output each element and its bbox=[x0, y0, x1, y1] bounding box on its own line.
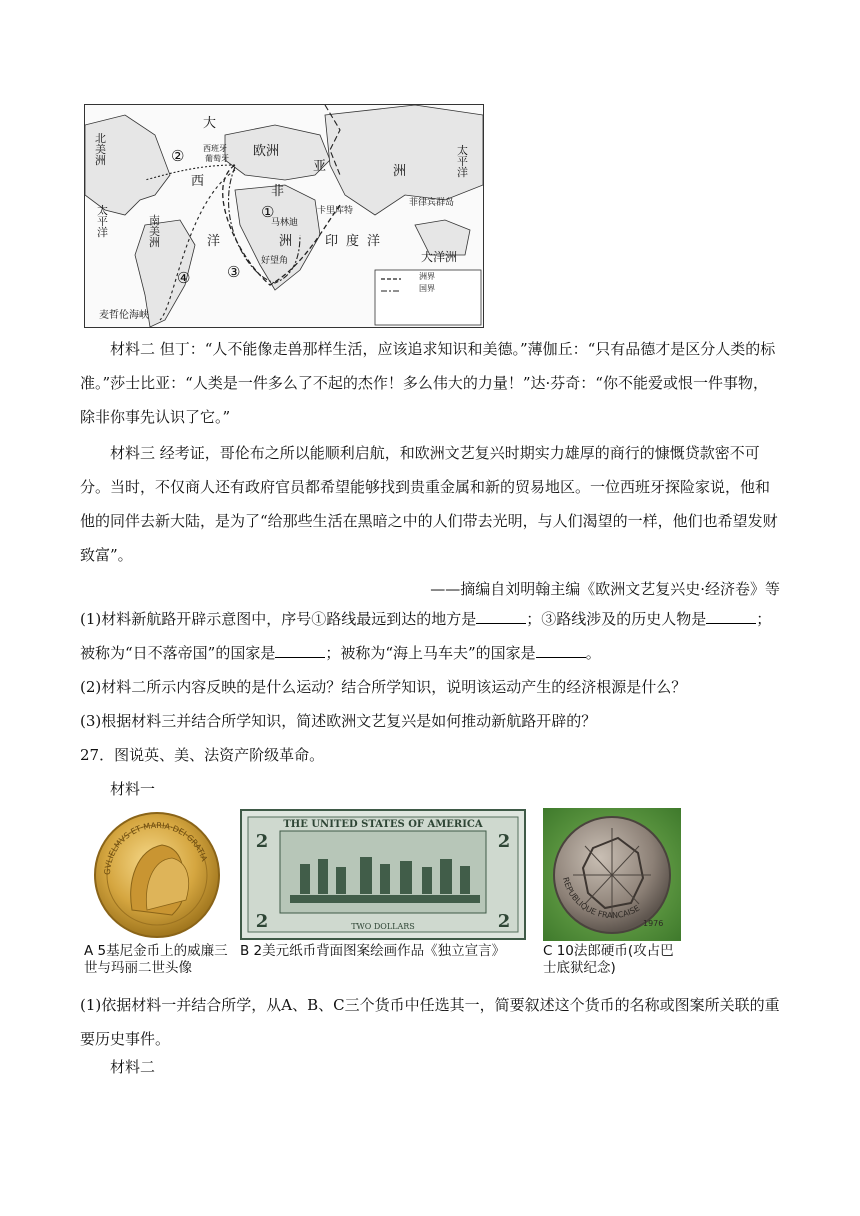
route-1-marker: ① bbox=[261, 203, 275, 221]
label-malindi: 马林迪 bbox=[271, 218, 299, 228]
answer-blank-2[interactable] bbox=[706, 609, 756, 624]
bill-denom-bl: 2 bbox=[255, 911, 269, 932]
franc-coin-image bbox=[543, 808, 681, 941]
two-dollar-bill-image bbox=[240, 809, 526, 940]
bill-denom-tr: 2 bbox=[497, 831, 511, 852]
question-27-title: 27．图说英、美、法资产阶级革命。 bbox=[80, 746, 325, 764]
label-europe: 欧洲 bbox=[253, 144, 280, 159]
q1-text-e: 。 bbox=[585, 644, 601, 662]
bill-footer-text: TWO DOLLARS bbox=[351, 922, 415, 931]
label-pacific-left: 太平洋 bbox=[97, 204, 108, 239]
label-africa-zhou: 洲 bbox=[279, 234, 293, 249]
new-route-map bbox=[84, 104, 484, 328]
q1-text-d: ；被称为“海上马车夫”的国家是 bbox=[325, 644, 536, 662]
label-magellan-strait: 麦哲伦海峡 bbox=[99, 310, 149, 321]
route-3-marker: ③ bbox=[227, 263, 241, 281]
label-asia-ya: 亚 bbox=[313, 159, 327, 174]
q1-text-a: (1)材料新航路开辟示意图中，序号①路线最远到达的地方是 bbox=[80, 610, 477, 628]
route-4-marker: ④ bbox=[177, 269, 191, 287]
label-calicut: 卡里库特 bbox=[317, 206, 354, 216]
label-portugal: 葡萄牙 bbox=[205, 154, 229, 163]
question-2: (2)材料二所示内容反映的是什么运动？结合所学知识，说明该运动产生的经济根源是什么？ bbox=[80, 678, 687, 696]
route-2-marker: ② bbox=[171, 147, 185, 165]
label-oceania: 大洋洲 bbox=[421, 250, 458, 264]
label-spain: 西班牙 bbox=[203, 144, 227, 153]
question-27-1: (1)依据材料一并结合所学，从A、B、C三个货币中任选其一，简要叙述这个货币的名称或图案所关联的重要历史事件。 bbox=[80, 996, 780, 1048]
caption-c: C 10法郎硬币(攻占巴士底狱纪念) bbox=[543, 943, 674, 976]
q1-text-c: ；被称为“日不落帝国”的国家是 bbox=[80, 610, 772, 662]
question-3: (3)根据材料三并结合所学知识，简述欧洲文艺复兴是如何推动新航路开辟的？ bbox=[80, 712, 597, 730]
label-pacific-right: 太平洋 bbox=[457, 144, 468, 179]
label-xi: 西 bbox=[191, 174, 205, 189]
label-da: 大 bbox=[203, 116, 217, 131]
label-africa-fei: 非 bbox=[271, 184, 285, 199]
answer-blank-4[interactable] bbox=[536, 643, 586, 658]
legend-country: 国界 bbox=[419, 284, 435, 293]
material-two-paragraph: 材料二 但丁：“人不能像走兽那样生活，应该追求知识和美德。”薄伽丘：“只有品德才是区分人类的标准。”莎士比亚：“人类是一件多么了不起的杰作！多么伟大的力量！”达·芬奇：“你不能爱或恨一件事物，除非你事先认识了它。” bbox=[80, 340, 776, 426]
material-two-label: 材料二 bbox=[110, 1058, 156, 1076]
label-philippines: 菲律宾群岛 bbox=[409, 198, 455, 208]
label-good-hope: 好望角 bbox=[261, 256, 289, 266]
map-drawing bbox=[85, 105, 483, 327]
label-yang: 洋 bbox=[207, 234, 221, 249]
bill-denom-tl: 2 bbox=[255, 831, 269, 852]
material-three-source: ——摘编自刘明翰主编《欧洲文艺复兴史·经济卷》等 bbox=[430, 580, 780, 598]
legend-continent: 洲界 bbox=[419, 272, 435, 281]
bill-header-text: THE UNITED STATES OF AMERICA bbox=[283, 819, 483, 830]
coin-c-year: 1976 bbox=[643, 919, 664, 928]
coin-c-inscription: REPUBLIQUE FRANCAISE bbox=[560, 876, 642, 921]
question-1 bbox=[80, 602, 780, 670]
label-indian-ocean: 印度洋 bbox=[325, 234, 389, 249]
bill-denom-br: 2 bbox=[497, 911, 511, 932]
label-south-america: 南美洲 bbox=[149, 214, 160, 249]
gold-coin-image bbox=[92, 810, 222, 940]
label-asia-zhou: 洲 bbox=[393, 164, 407, 179]
label-north-america: 北美洲 bbox=[95, 132, 106, 167]
material-one-label: 材料一 bbox=[110, 780, 156, 798]
answer-blank-3[interactable] bbox=[275, 643, 325, 658]
q1-text-b: ；③路线涉及的历史人物是 bbox=[526, 610, 707, 628]
coin-a-inscription: GVLIELMVS·ET·MARIA·DEI·GRATIA bbox=[102, 820, 209, 876]
answer-blank-1[interactable] bbox=[476, 609, 526, 624]
material-three-paragraph: 材料三 经考证，哥伦布之所以能顺利启航，和欧洲文艺复兴时期实力雄厚的商行的慷慨贷款密不可分。当时，不仅商人还有政府官员都希望能够找到贵重金属和新的贸易地区。一位西班牙探险家说，他和他的同伴去新大陆，是为了“给那些生活在黑暗之中的人们带去光明，与人们渴望的一样，他们也希望发财致富”。 bbox=[80, 444, 778, 564]
caption-b: B 2美元纸币背面图案绘画作品《独立宣言》 bbox=[240, 943, 506, 959]
caption-a: A 5基尼金币上的威廉三世与玛丽二世头像 bbox=[84, 943, 228, 976]
